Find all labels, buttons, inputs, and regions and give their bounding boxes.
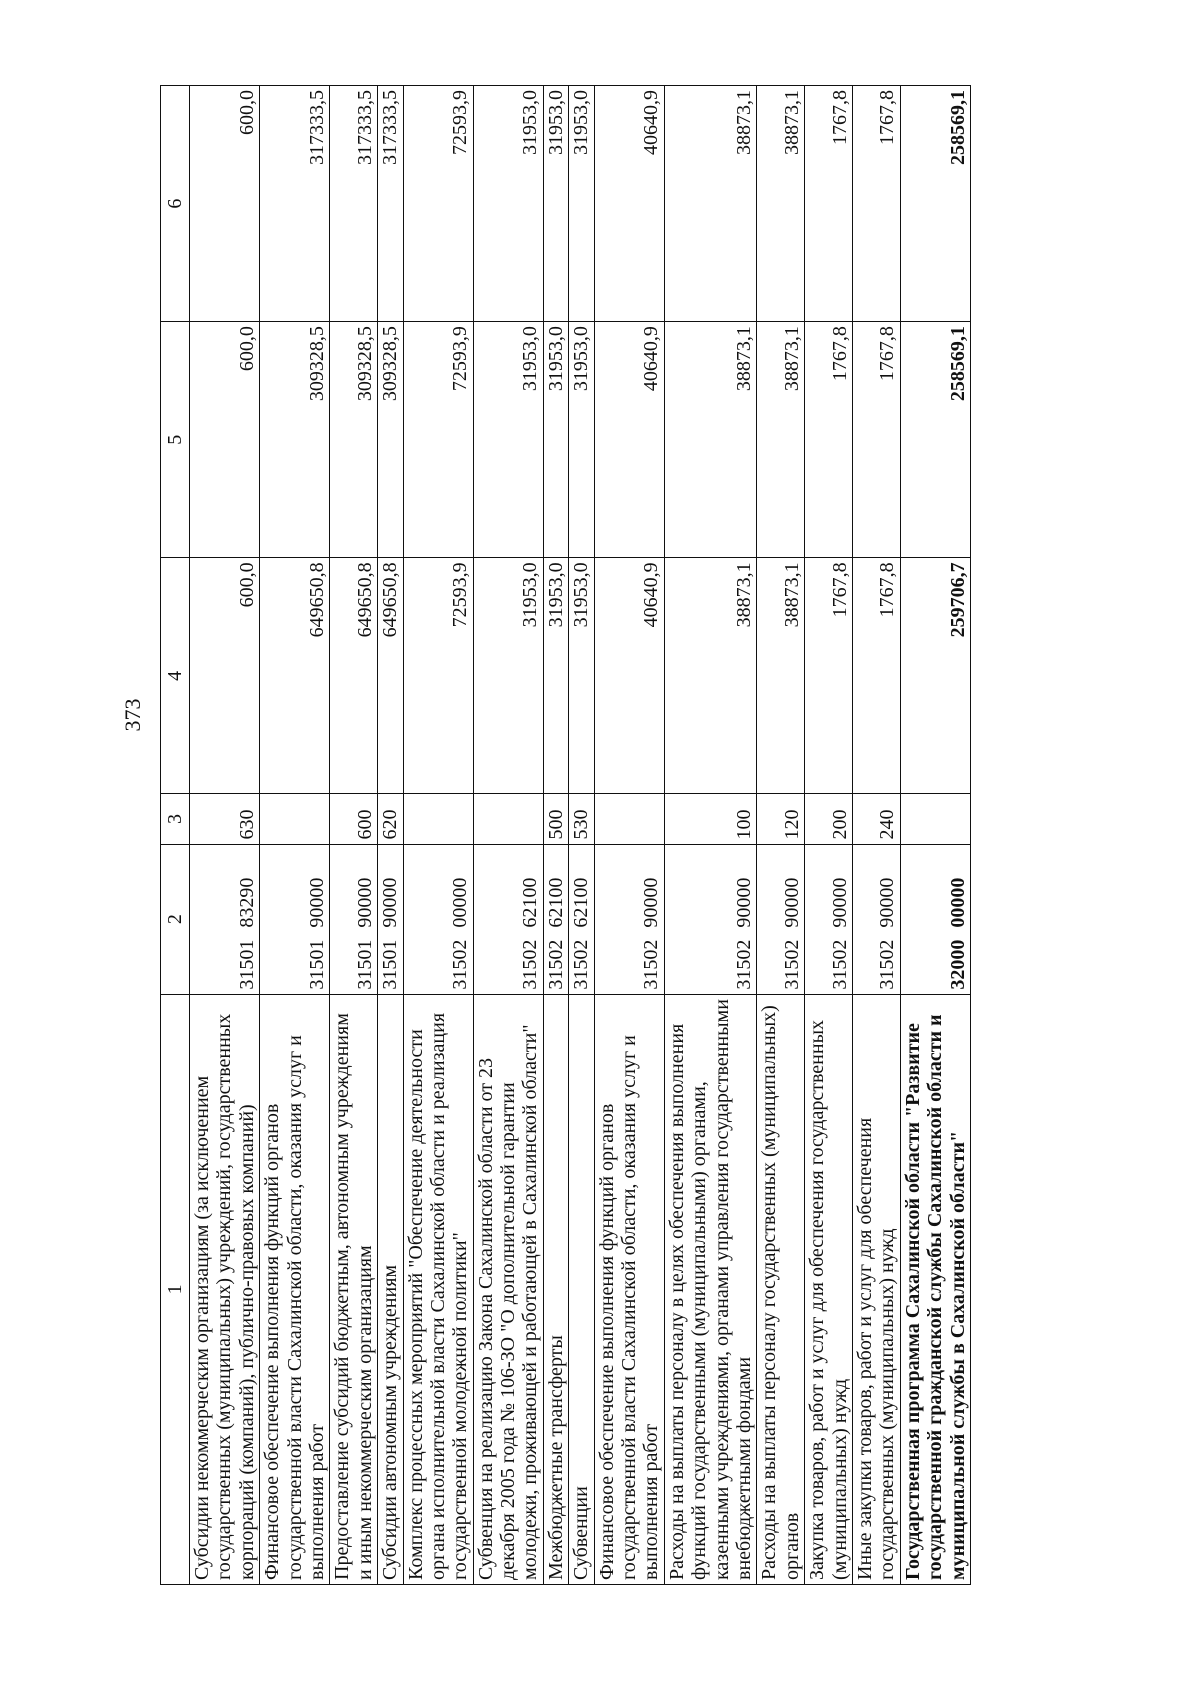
row-amount-v4: 38873,1: [757, 558, 805, 794]
row-name-cell: [757, 994, 805, 1584]
row-amount-v6: 72593,9: [403, 86, 473, 322]
row-code-part-a: 31502: [876, 939, 899, 990]
table-row: [378, 86, 403, 1585]
row-amount-v4: 649650,8: [260, 558, 330, 794]
row-code-cell: [900, 844, 970, 994]
row-name: Субсидии некоммерческим организациям (за исключением государственных (муниципальных) учреждений, государственных корпораций (компаний), публично-правовых компаний): [191, 1013, 258, 1580]
page-number: 373: [120, 698, 145, 732]
row-code-part-a: 31502: [570, 939, 593, 990]
row-expense-type: [594, 794, 664, 844]
row-name: Расходы на выплаты персоналу государственных (муниципальных) органов: [758, 1005, 803, 1580]
row-name: Государственная программа Сахалинской области "Развитие государственной гражданской службы Сахалинской области и муниципальной службы в Сахалинской области": [901, 1014, 969, 1580]
row-amount-v5: 600,0: [190, 322, 260, 558]
row-amount-v4: 72593,9: [403, 558, 473, 794]
row-amount-v4: 31953,0: [473, 558, 543, 794]
row-amount-v4: 649650,8: [330, 558, 378, 794]
table-row: [594, 86, 664, 1585]
row-expense-type: 600: [330, 794, 378, 844]
row-code-part-a: 31502: [780, 939, 803, 990]
row-code-part-b: 90000: [640, 877, 663, 928]
row-code-part-a: 31501: [305, 939, 328, 990]
row-code-part-b: 90000: [780, 877, 803, 928]
row-code-cell: [543, 844, 568, 994]
row-code-part-a: 31501: [235, 939, 258, 990]
row-amount-v5: 38873,1: [757, 322, 805, 558]
row-code-part-b: 90000: [876, 877, 899, 928]
row-code-part-b: 90000: [732, 877, 755, 928]
row-code-cell: [852, 844, 900, 994]
row-code-part-a: 31502: [828, 939, 851, 990]
table-row: [852, 86, 900, 1585]
row-name: Субвенции: [570, 1486, 593, 1580]
row-name: Субвенция на реализацию Закона Сахалинской области от 23 декабря 2005 года № 106-ЗО "О дополнительной гарантии молодежи, проживающей и работающей в Сахалинской области": [474, 1024, 542, 1580]
row-code-part-a: 31502: [544, 939, 567, 990]
row-code-cell: [260, 844, 330, 994]
row-code-part-b: 90000: [305, 877, 328, 928]
row-name-cell: [190, 994, 260, 1584]
row-code-cell: [473, 844, 543, 994]
row-amount-v5: 31953,0: [473, 322, 543, 558]
row-amount-v5: 309328,5: [330, 322, 378, 558]
row-amount-v4: 40640,9: [594, 558, 664, 794]
row-expense-type: 120: [757, 794, 805, 844]
row-name: Финансовое обеспечение выполнения функций органов государственной власти Сахалинской области, оказания услуг и выполнения работ: [595, 1035, 663, 1580]
row-amount-v5: 258569,1: [900, 322, 970, 558]
row-amount-v5: 309328,5: [378, 322, 403, 558]
row-code-part-b: 90000: [828, 877, 851, 928]
row-amount-v6: 317333,5: [260, 86, 330, 322]
table-body: [190, 86, 971, 1585]
row-amount-v6: 40640,9: [594, 86, 664, 322]
row-amount-v4: 38873,1: [664, 558, 757, 794]
row-code-part-b: 00000: [946, 877, 969, 928]
row-code-cell: [190, 844, 260, 994]
row-name-cell: [852, 994, 900, 1584]
column-header: 3: [161, 794, 190, 844]
row-code-cell: [403, 844, 473, 994]
row-code-cell: [757, 844, 805, 994]
row-expense-type: [260, 794, 330, 844]
row-code-part-a: 31501: [379, 939, 402, 990]
column-header: 4: [161, 558, 190, 794]
row-name-cell: [664, 994, 757, 1584]
row-code-part-a: 31502: [449, 939, 472, 990]
row-amount-v6: 317333,5: [330, 86, 378, 322]
row-expense-type: [473, 794, 543, 844]
row-expense-type: [900, 794, 970, 844]
row-amount-v6: 31953,0: [569, 86, 594, 322]
row-name-cell: [805, 994, 853, 1584]
table-row: [664, 86, 757, 1585]
row-name-cell: [594, 994, 664, 1584]
row-expense-type: 530: [569, 794, 594, 844]
row-code-part-a: 31501: [353, 939, 376, 990]
row-amount-v5: 1767,8: [852, 322, 900, 558]
row-amount-v5: 40640,9: [594, 322, 664, 558]
row-name: Межбюджетные трансферты: [544, 1335, 567, 1580]
row-name: Комплекс процессных мероприятий "Обеспечение деятельности органа исполнительной власти Сахалинской области и реализация государственной молодежной политики": [404, 1012, 472, 1580]
row-code-cell: [569, 844, 594, 994]
row-code-cell: [594, 844, 664, 994]
row-name-cell: [330, 994, 378, 1584]
row-code-part-a: 31502: [640, 939, 663, 990]
table-row: [805, 86, 853, 1585]
row-expense-type: [403, 794, 473, 844]
row-name-cell: [569, 994, 594, 1584]
row-amount-v6: 600,0: [190, 86, 260, 322]
row-amount-v6: 317333,5: [378, 86, 403, 322]
row-amount-v6: 1767,8: [852, 86, 900, 322]
row-code-cell: [805, 844, 853, 994]
table-row: [569, 86, 594, 1585]
table-row: [260, 86, 330, 1585]
row-amount-v5: 31953,0: [569, 322, 594, 558]
row-code-part-a: 32000: [946, 939, 969, 990]
row-name-cell: [403, 994, 473, 1584]
row-amount-v4: 600,0: [190, 558, 260, 794]
column-header: 1: [161, 994, 190, 1584]
table-row: [757, 86, 805, 1585]
row-code-part-a: 31502: [732, 939, 755, 990]
row-expense-type: 100: [664, 794, 757, 844]
table-row: [900, 86, 970, 1585]
table-header-row: [161, 86, 190, 1585]
row-code-cell: [378, 844, 403, 994]
row-expense-type: 240: [852, 794, 900, 844]
row-name-cell: [378, 994, 403, 1584]
row-amount-v6: 31953,0: [473, 86, 543, 322]
row-name: Закупка товаров, работ и услуг для обеспечения государственных (муниципальных) нужд: [806, 1019, 851, 1580]
row-amount-v4: 259706,7: [900, 558, 970, 794]
rotated-sheet: [120, 85, 1080, 1585]
table-row: [473, 86, 543, 1585]
row-amount-v6: 38873,1: [664, 86, 757, 322]
row-name-cell: [543, 994, 568, 1584]
column-header: 5: [161, 322, 190, 558]
row-amount-v5: 309328,5: [260, 322, 330, 558]
row-expense-type: 500: [543, 794, 568, 844]
row-name: Расходы на выплаты персоналу в целях обеспечения выполнения функций государственными (муниципальными) органами, казенными учреждениями, органами управления государственными внебюджетными фондами: [665, 999, 755, 1580]
row-code-part-b: 62100: [570, 877, 593, 928]
table-row: [543, 86, 568, 1585]
row-amount-v5: 38873,1: [664, 322, 757, 558]
row-code-part-b: 62100: [544, 877, 567, 928]
row-amount-v4: 649650,8: [378, 558, 403, 794]
row-name: Финансовое обеспечение выполнения функций органов государственной власти Сахалинской области, оказания услуг и выполнения работ: [261, 1035, 328, 1580]
row-code-part-a: 31502: [519, 939, 542, 990]
row-code-cell: [330, 844, 378, 994]
row-name: Субсидии автономным учреждениям: [379, 1264, 402, 1580]
row-amount-v6: 31953,0: [543, 86, 568, 322]
table-row: [403, 86, 473, 1585]
row-expense-type: 200: [805, 794, 853, 844]
row-code-cell: [664, 844, 757, 994]
row-code-part-b: 62100: [519, 877, 542, 928]
row-amount-v5: 1767,8: [805, 322, 853, 558]
row-code-part-b: 83290: [235, 877, 258, 928]
row-code-part-b: 90000: [379, 877, 402, 928]
row-name: Предоставление субсидий бюджетным, автономным учреждениям и иным некоммерческим организациям: [331, 1013, 376, 1580]
row-amount-v6: 258569,1: [900, 86, 970, 322]
row-amount-v4: 1767,8: [805, 558, 853, 794]
row-name-cell: [473, 994, 543, 1584]
row-amount-v5: 31953,0: [543, 322, 568, 558]
row-name-cell: [900, 994, 970, 1584]
row-expense-type: 630: [190, 794, 260, 844]
row-name-cell: [260, 994, 330, 1584]
column-header: 6: [161, 86, 190, 322]
row-amount-v5: 72593,9: [403, 322, 473, 558]
row-expense-type: 620: [378, 794, 403, 844]
row-amount-v4: 31953,0: [543, 558, 568, 794]
row-name: Иные закупки товаров, работ и услуг для обеспечения государственных (муниципальных) нужд: [853, 1117, 899, 1580]
row-code-part-b: 00000: [449, 877, 472, 928]
row-amount-v6: 1767,8: [805, 86, 853, 322]
column-header: 2: [161, 844, 190, 994]
table-row: [330, 86, 378, 1585]
table-row: [190, 86, 260, 1585]
row-amount-v4: 31953,0: [569, 558, 594, 794]
budget-table: [160, 85, 971, 1585]
row-amount-v6: 38873,1: [757, 86, 805, 322]
row-amount-v4: 1767,8: [852, 558, 900, 794]
row-code-part-b: 90000: [353, 877, 376, 928]
